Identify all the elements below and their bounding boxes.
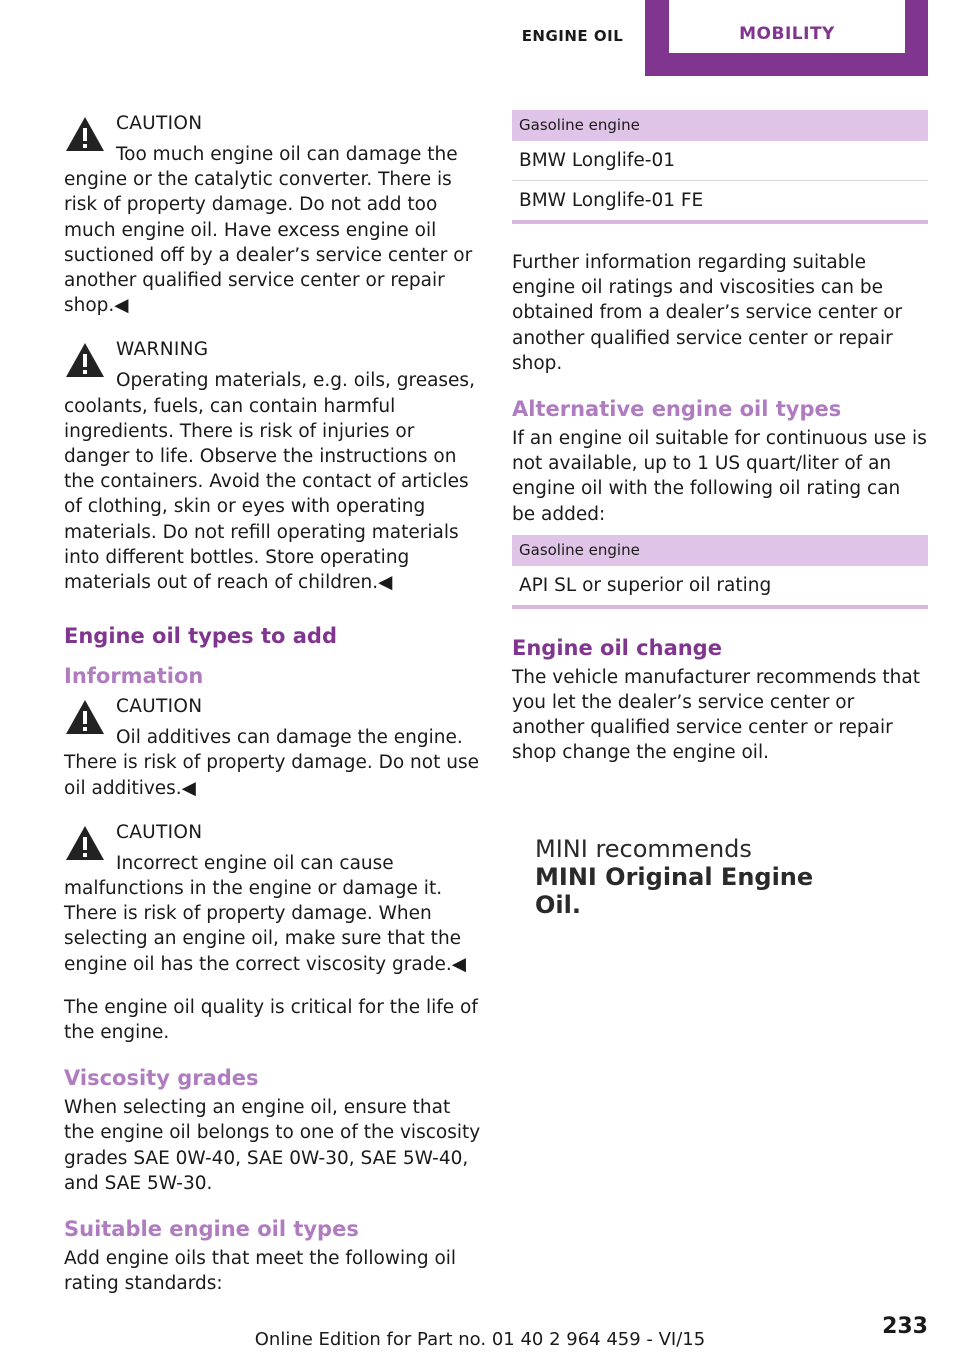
alternative-oil-table bbox=[512, 535, 928, 609]
mini-recommendation bbox=[535, 835, 835, 919]
paragraph-oil-change: The vehicle manufacturer recommends that you let the dealer’s service center or another qualified service center or repair shop change the engine oil. bbox=[512, 666, 920, 764]
table-row: BMW Longlife-01 bbox=[512, 141, 928, 181]
warning-notice bbox=[64, 336, 481, 595]
warning-triangle-icon bbox=[64, 823, 106, 863]
notice-label: CAUTION bbox=[116, 696, 203, 718]
warning-triangle-icon bbox=[64, 340, 106, 380]
right-column bbox=[512, 110, 929, 780]
caution-notice bbox=[64, 693, 481, 801]
notice-text: Oil additives can damage the engine. There is risk of property damage. Do not use oil additives.◀ bbox=[64, 727, 479, 799]
heading-alternative-oil-types: Alternative engine oil types bbox=[512, 397, 842, 422]
paragraph-suitable: Add engine oils that meet the following oil rating standards: bbox=[64, 1248, 457, 1295]
caution-notice bbox=[64, 819, 481, 977]
heading-suitable-oil-types: Suitable engine oil types bbox=[64, 1217, 359, 1242]
notice-text: Incorrect engine oil can cause malfunctions in the engine or damage it. There is risk of property damage. When selecting an engine oil, make sure that the engine oil has the correct viscosity grade.◀ bbox=[64, 852, 466, 975]
notice-label: CAUTION bbox=[116, 113, 203, 134]
notice-text: Operating materials, e.g. oils, greases, coolants, fuels, can contain harmful ingredients. There is risk of injuries or danger to life. Observe the instructions on the containers. Avoid the contact of articles of clothing, skin or eyes with operating materials. Do not refill operating materials into different bottles. Store operating materials out of reach of children.◀ bbox=[64, 370, 475, 594]
heading-information: Information bbox=[64, 664, 204, 689]
mini-recommends-text: MINI recommends bbox=[535, 835, 752, 863]
heading-engine-oil-change: Engine oil change bbox=[512, 635, 722, 660]
section-tab: ENGINE OIL bbox=[500, 0, 645, 76]
notice-text: Too much engine oil can damage the engine or the catalytic converter. There is risk of property damage. Do not add too much engine oil. Have excess engine oil suctioned off by a dealer’s service center or another qualified service center or repair shop.◀ bbox=[64, 144, 473, 317]
page-number: 233 bbox=[882, 1314, 928, 1339]
paragraph-alternative: If an engine oil suitable for continuous use is not available, up to 1 US quart/liter of an engine oil with the following oil rating can be added: bbox=[512, 428, 927, 525]
heading-engine-oil-types-to-add: Engine oil types to add bbox=[64, 624, 337, 649]
table-header: Gasoline engine bbox=[512, 110, 928, 141]
oil-standards-table bbox=[512, 110, 928, 224]
warning-triangle-icon bbox=[64, 697, 106, 737]
table-row: BMW Longlife-01 FE bbox=[519, 190, 704, 211]
caution-notice bbox=[64, 110, 481, 318]
notice-label: WARNING bbox=[116, 339, 209, 361]
mini-original-oil-text: MINI Original Engine Oil. bbox=[535, 863, 814, 919]
warning-triangle-icon bbox=[64, 114, 106, 154]
footer-edition: Online Edition for Part no. 01 40 2 964 459 - VI/15 bbox=[254, 1329, 706, 1350]
paragraph-further-info: Further information regarding suitable engine oil ratings and viscosities can be obtained from a dealer’s service center or another qualified service center or repair shop. bbox=[512, 252, 903, 374]
paragraph-oil-quality: The engine oil quality is critical for the life of the engine. bbox=[64, 996, 478, 1044]
notice-label: CAUTION bbox=[116, 821, 203, 843]
heading-viscosity-grades: Viscosity grades bbox=[64, 1066, 259, 1091]
table-header: Gasoline engine bbox=[512, 535, 928, 566]
chapter-tab-label: MOBILITY bbox=[669, 0, 905, 53]
chapter-tab bbox=[645, 0, 928, 76]
left-column bbox=[64, 110, 481, 1311]
paragraph-viscosity: When selecting an engine oil, ensure that the engine oil belongs to one of the viscosity grades SAE 0W-40, SAE 0W-30, SAE 5W-40, and SAE 5W-30. bbox=[64, 1097, 481, 1194]
table-row: API SL or superior oil rating bbox=[519, 574, 772, 596]
